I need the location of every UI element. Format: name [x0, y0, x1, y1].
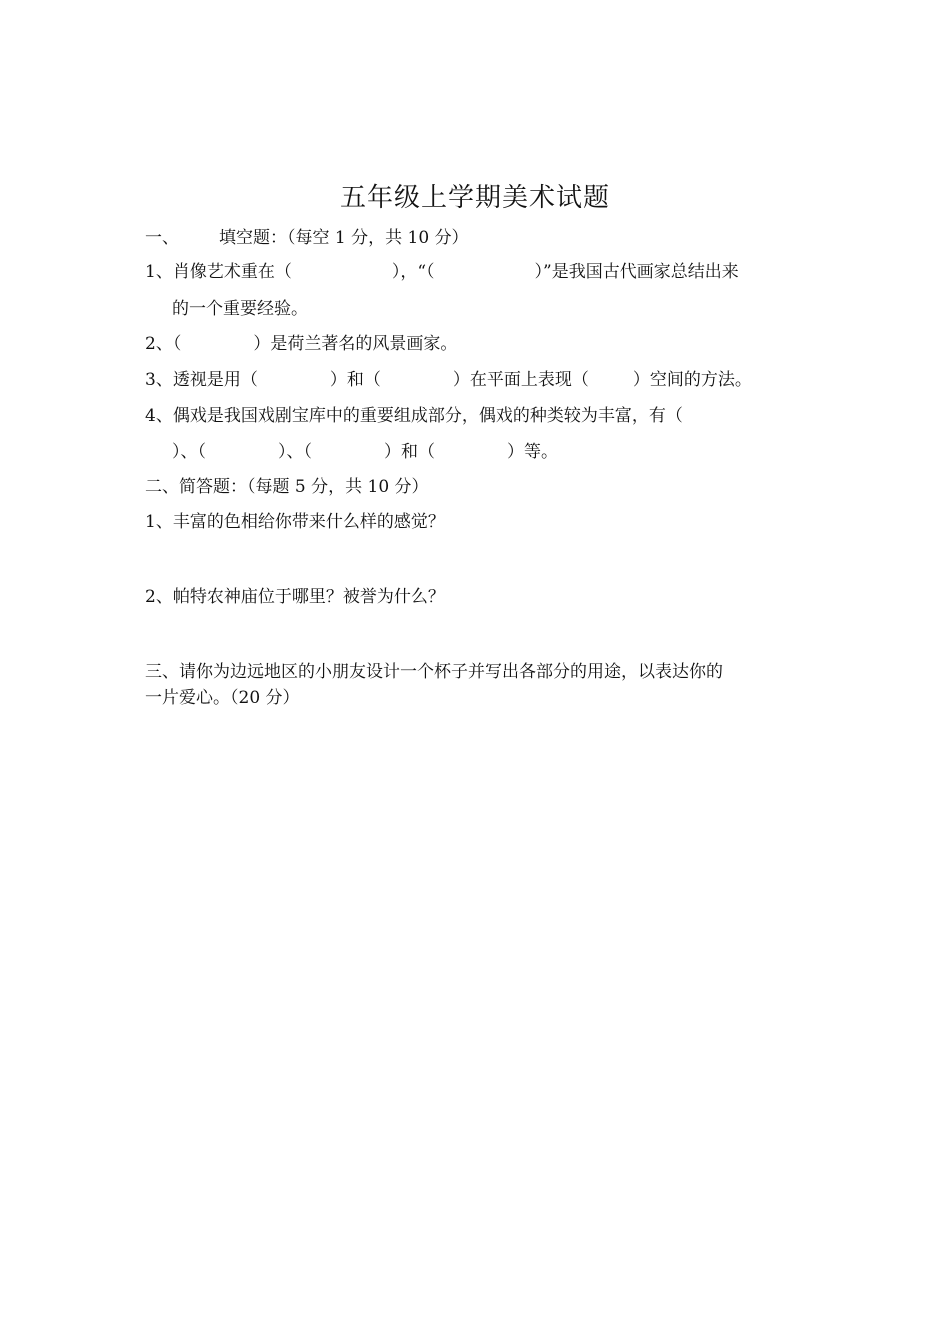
page-title: 五年级上学期美术试题	[339, 183, 610, 213]
section1-heading	[145, 226, 469, 250]
fill-question-4: 4、偶戏是我国戏剧宝库中的重要组成部分，偶戏的种类较为丰富，有（	[145, 406, 683, 426]
section2-heading: 二、简答题：（每题 5 分，共 10 分）	[145, 477, 429, 497]
q3-text-a: 3、透视是用（	[145, 370, 258, 390]
fill-question-3	[145, 368, 752, 392]
section3-line-2: 一片爱心。（20 分）	[145, 688, 300, 708]
section1-number: 一、	[145, 228, 179, 248]
fill-question-4-continued	[172, 440, 558, 464]
short-answer-question-2: 2、帕特农神庙位于哪里？被誉为什么？	[145, 587, 445, 607]
q2-text-a: 2、（	[145, 334, 182, 354]
q1-text-b: ），“（	[391, 262, 435, 282]
q2-text-b: ）是荷兰著名的风景画家。	[253, 334, 458, 354]
q4-text-c: ）和（	[384, 442, 435, 462]
q1-text-c: ）”是我国古代画家总结出来	[534, 262, 739, 282]
fill-question-1	[145, 260, 739, 284]
q4-text-d: ）等。	[507, 442, 558, 462]
q3-text-d: ）空间的方法。	[632, 370, 752, 390]
fill-question-1-continued: 的一个重要经验。	[172, 299, 308, 319]
q3-text-b: ）和（	[329, 370, 381, 390]
section3-line-1: 三、请你为边远地区的小朋友设计一个杯子并写出各部分的用途，以表达你的	[145, 662, 723, 682]
q1-text-a: 1、肖像艺术重在（	[145, 262, 292, 282]
q3-text-c: ）在平面上表现（	[452, 370, 589, 390]
short-answer-question-1: 1、丰富的色相给你带来什么样的感觉？	[145, 512, 445, 532]
section1-heading-text: 填空题：（每空 1 分，共 10 分）	[219, 228, 469, 248]
q4-text-b: ）、（	[278, 442, 312, 462]
q4-text-a: ）、（	[172, 442, 206, 462]
fill-question-2	[145, 332, 457, 356]
